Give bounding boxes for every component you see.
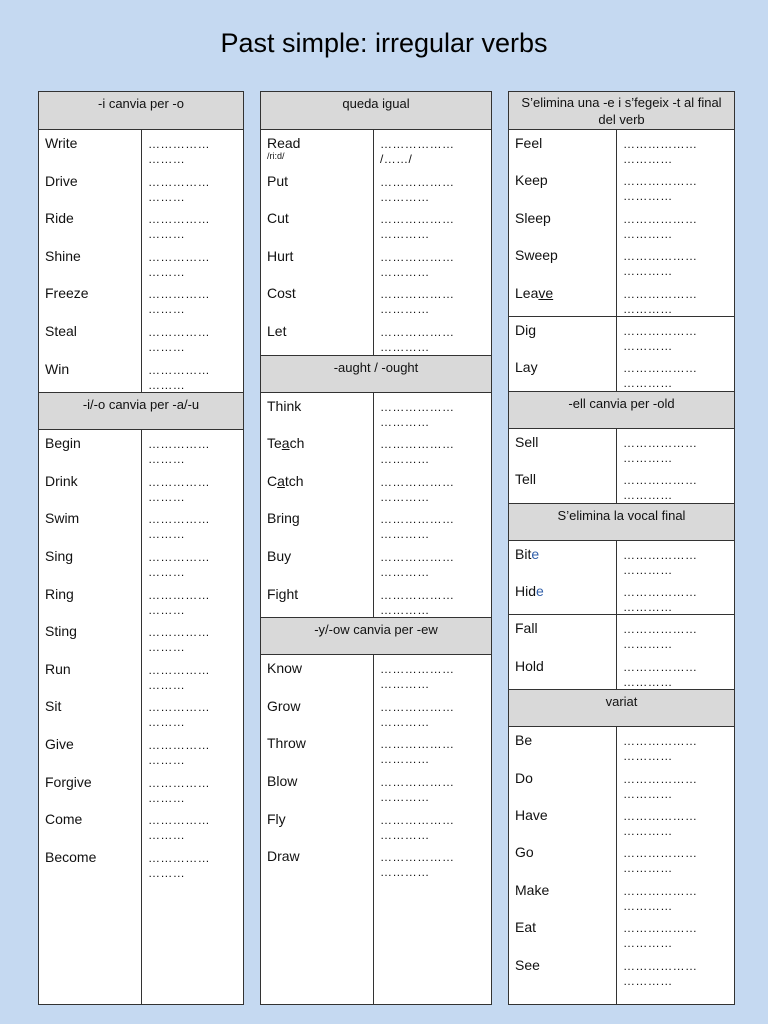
verb-label — [267, 323, 286, 339]
verb-text: Sit — [45, 698, 62, 715]
verb-label — [267, 435, 304, 451]
answer-blank: …………… ……… — [148, 474, 210, 504]
answer-blank: ……………… ………… — [380, 550, 455, 579]
verb-text: Be — [515, 732, 533, 749]
verb-text: Lay — [515, 359, 538, 376]
verb-text: Keep — [515, 172, 548, 189]
answer-blank: ……………… ………… — [380, 174, 455, 204]
verb-text: Fight — [267, 585, 299, 602]
verb-text: Go — [515, 844, 534, 861]
answer-blank: …………… ……… — [148, 625, 210, 655]
verb-text: Freeze — [45, 285, 89, 302]
answer-blank: ……………… ………… — [623, 883, 698, 913]
verb-text: Sing — [45, 548, 74, 564]
verb-label — [45, 623, 77, 639]
verb-label — [45, 698, 61, 714]
verb-label — [267, 586, 298, 602]
verb-label — [267, 173, 288, 189]
verb-label — [45, 323, 77, 339]
answer-blank: …………… ……… — [148, 550, 210, 579]
answer-blank: …………… ……… — [148, 287, 210, 317]
answer-blank: ……………… ………… — [623, 921, 698, 951]
answer-blank: ……………… ………… — [623, 622, 698, 652]
verb-text: Win — [45, 360, 70, 377]
answer-blank: …………… ……… — [148, 512, 210, 542]
verb-label — [45, 811, 82, 827]
verb-part: tch — [284, 472, 304, 489]
answer-blank: ……………… ………… — [380, 812, 455, 842]
verb-text: Buy — [267, 548, 292, 564]
verb-text: Steal — [45, 323, 77, 339]
verb-label — [515, 434, 538, 450]
answer-blank: ……………… /……/ — [380, 137, 455, 166]
verb-label — [515, 285, 553, 301]
verb-text: Sweep — [515, 247, 558, 264]
verb-label — [267, 248, 293, 264]
answer-blank: ……………… ………… — [380, 737, 455, 767]
verb-text: Sting — [45, 623, 77, 640]
verb-label — [515, 844, 534, 860]
verb-label — [45, 774, 92, 790]
verb-label — [45, 510, 79, 526]
verb-part: C — [267, 472, 278, 489]
verb-label — [45, 435, 81, 451]
verb-label — [45, 135, 77, 151]
answer-blank: …………… ……… — [148, 212, 210, 242]
verb-text: Know — [267, 660, 303, 677]
answer-blank: ……………… ………… — [380, 699, 455, 729]
verb-label — [45, 173, 78, 189]
verb-label — [45, 586, 74, 602]
verb-label — [267, 811, 286, 827]
verb-text: Dig — [515, 322, 537, 338]
verb-label — [515, 359, 538, 375]
verb-label — [45, 361, 69, 377]
verb-label — [515, 210, 551, 226]
answer-blank: ……………… ………… — [623, 771, 698, 801]
verb-text: Grow — [267, 697, 301, 714]
verb-text: Cost — [267, 285, 296, 302]
verb-label — [515, 732, 532, 748]
group-header: -y/-ow canvia per -ew — [261, 617, 491, 655]
verb-part: Hid — [515, 583, 537, 599]
verb-highlighted-letter: e — [531, 545, 540, 562]
verb-underlined-part: a — [277, 472, 285, 489]
verb-label — [45, 661, 71, 677]
answer-blank: …………… ……… — [148, 174, 210, 204]
verb-text: Sleep — [515, 209, 551, 226]
answer-blank: …………… ……… — [148, 137, 210, 166]
answer-blank: ……………… ………… — [623, 958, 698, 988]
verb-text: Think — [267, 397, 302, 414]
answer-blank: …………… ……… — [148, 662, 210, 692]
verb-text: See — [515, 956, 540, 973]
answer-blank: ……………… ………… — [380, 512, 455, 542]
verb-text: Throw — [267, 735, 306, 752]
answer-blank: ……………… ………… — [623, 324, 698, 353]
verb-label — [267, 510, 300, 526]
verb-underlined-part: ve — [538, 284, 554, 301]
verb-label — [515, 471, 536, 487]
answer-blank: …………… ……… — [148, 700, 210, 730]
answer-blank: ……………… ………… — [623, 435, 698, 465]
group-header: S’elimina la vocal final — [509, 503, 734, 541]
group-header: -i/-o canvia per -a/-u — [39, 392, 243, 430]
verb-text: Read — [267, 135, 301, 151]
answer-blank: ……………… ………… — [623, 473, 698, 503]
verb-text: Sell — [515, 433, 539, 450]
answer-blank: …………… ……… — [148, 738, 210, 767]
answer-blank: …………… ……… — [148, 813, 210, 843]
answer-blank: ……………… ………… — [623, 585, 698, 614]
verb-underlined-part: a — [281, 435, 290, 452]
verb-label — [267, 135, 300, 161]
row-separator — [509, 316, 734, 317]
verb-part: Lea — [515, 284, 539, 301]
answer-blank: …………… ……… — [148, 587, 210, 617]
answer-blank: …………… ……… — [148, 775, 210, 805]
verb-part: Te — [267, 435, 282, 452]
answer-blank: …………… ……… — [148, 249, 210, 279]
verb-text: Make — [515, 881, 550, 898]
verb-label — [515, 919, 536, 935]
answer-blank: ……………… ………… — [623, 361, 698, 391]
verb-text: Hold — [515, 657, 544, 674]
verb-text: Swim — [45, 510, 80, 527]
answer-blank: ……………… ………… — [380, 212, 455, 242]
group-header: -aught / -ought — [261, 355, 491, 393]
verb-text: Forgive — [45, 773, 92, 790]
answer-blank: ……………… ………… — [380, 775, 455, 804]
phonetic-transcription: /ri:d/ — [267, 151, 285, 161]
answer-blank: ……………… ………… — [623, 659, 698, 689]
verb-label — [515, 882, 549, 898]
column-divider — [616, 92, 617, 1004]
verb-text: Give — [45, 736, 74, 752]
verb-text: Put — [267, 172, 289, 189]
verb-label — [45, 285, 89, 301]
page-title: Past simple: irregular verbs — [220, 28, 548, 58]
verb-label — [267, 773, 297, 789]
answer-blank: …………… ……… — [148, 362, 210, 392]
answer-blank: ……………… ………… — [380, 587, 455, 617]
verb-label — [267, 698, 300, 714]
group-header: -i canvia per -o — [39, 92, 243, 130]
verb-label — [515, 658, 544, 674]
row-separator — [509, 614, 734, 615]
verb-label — [45, 210, 74, 226]
answer-blank: ……………… ………… — [623, 286, 698, 316]
verb-label — [45, 849, 96, 865]
verb-text: Fall — [515, 620, 538, 637]
verb-text: Ride — [45, 210, 74, 227]
verb-text: Run — [45, 660, 71, 677]
verb-text: Become — [45, 848, 97, 865]
answer-blank: ……………… ………… — [623, 734, 698, 764]
verb-label — [515, 770, 533, 786]
verb-label — [267, 398, 301, 414]
verb-label — [515, 583, 544, 599]
verb-text: Feel — [515, 135, 543, 151]
answer-blank: ……………… ………… — [623, 174, 698, 204]
verb-text: Bring — [267, 510, 300, 527]
verb-text: Ring — [45, 585, 74, 602]
answer-blank: ……………… ………… — [380, 662, 455, 692]
column-divider — [373, 92, 374, 1004]
verb-label — [45, 736, 74, 752]
answer-blank: …………… ……… — [148, 437, 210, 467]
verb-text: Let — [267, 323, 287, 339]
verb-text: Drink — [45, 472, 78, 489]
verb-text: Draw — [267, 848, 300, 865]
answer-blank: ……………… ………… — [623, 137, 698, 166]
verb-text: Write — [45, 135, 78, 151]
answer-blank: ……………… ………… — [380, 399, 455, 429]
group-header: S’elimina una -e i s’fegeix -t al final del verb — [509, 92, 734, 130]
answer-blank: ……………… ………… — [623, 809, 698, 838]
answer-blank: ……………… ………… — [380, 850, 455, 880]
verb-text: Tell — [515, 471, 537, 488]
verb-text: Hurt — [267, 247, 294, 264]
answer-blank: …………… ……… — [148, 325, 210, 354]
verb-label — [515, 135, 542, 151]
verb-label — [515, 957, 540, 973]
verb-label — [515, 546, 539, 562]
verb-label — [515, 807, 548, 823]
verb-text: Shine — [45, 247, 81, 264]
verb-text: Begin — [45, 435, 81, 452]
answer-blank: ……………… ………… — [623, 249, 698, 279]
verb-text: Cut — [267, 210, 289, 227]
verb-label — [45, 548, 73, 564]
verb-label — [515, 172, 548, 188]
group-header: variat — [509, 689, 734, 727]
verb-label — [267, 548, 291, 564]
verb-text: Drive — [45, 172, 78, 189]
verb-label — [267, 473, 304, 489]
verb-text: Come — [45, 811, 83, 828]
verb-label — [515, 322, 536, 338]
verb-label — [515, 247, 558, 263]
verb-label — [45, 248, 81, 264]
answer-blank: ……………… ………… — [380, 287, 455, 317]
verb-column-1 — [38, 91, 244, 1005]
answer-blank: …………… ……… — [148, 850, 210, 880]
verb-label — [267, 285, 296, 301]
verb-highlighted-letter: e — [536, 583, 544, 599]
verb-text: Eat — [515, 919, 537, 936]
verb-label — [45, 473, 78, 489]
verb-part: ch — [289, 435, 305, 452]
group-header: queda igual — [261, 92, 491, 130]
verb-text: Blow — [267, 773, 298, 789]
verb-column-2 — [260, 91, 492, 1005]
verb-label — [267, 210, 289, 226]
answer-blank: ……………… ………… — [380, 325, 455, 354]
answer-blank: ……………… ………… — [623, 547, 698, 577]
verb-label — [515, 620, 538, 636]
answer-blank: ……………… ………… — [380, 249, 455, 279]
answer-blank: ……………… ………… — [380, 474, 455, 504]
verb-label — [267, 848, 300, 864]
column-divider — [141, 92, 142, 1004]
answer-blank: ……………… ………… — [623, 846, 698, 876]
verb-text: Fly — [267, 810, 286, 827]
group-header: -ell canvia per -old — [509, 391, 734, 429]
verb-label — [267, 735, 306, 751]
answer-blank: ……………… ………… — [380, 437, 455, 467]
answer-blank: ……………… ………… — [623, 211, 698, 241]
verb-label — [267, 660, 302, 676]
verb-text: Have — [515, 807, 548, 823]
verb-part: Bit — [515, 545, 532, 562]
verb-text: Do — [515, 769, 533, 786]
verb-column-3 — [508, 91, 735, 1005]
